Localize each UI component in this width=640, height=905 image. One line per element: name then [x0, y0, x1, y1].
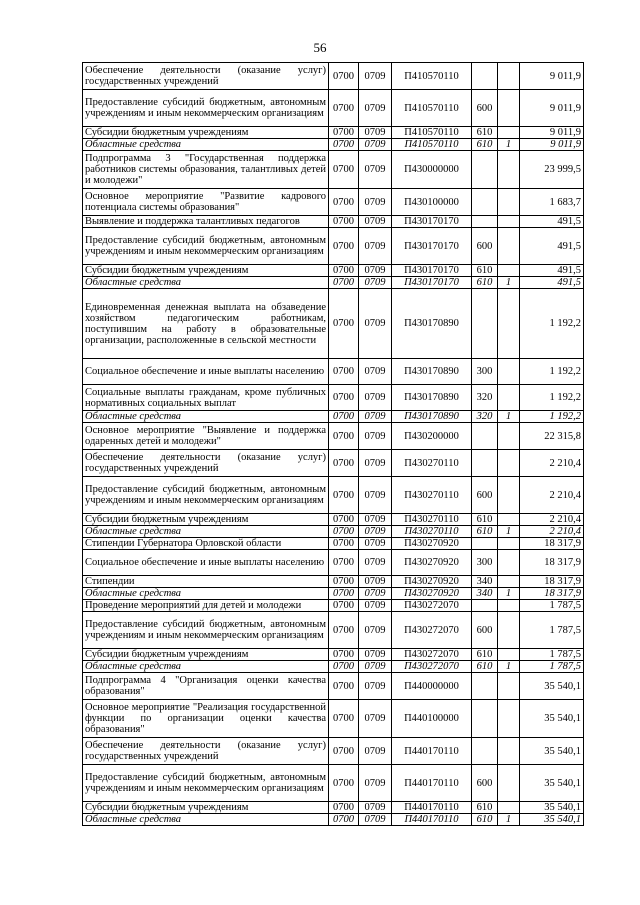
row-name: Подпрограмма 3 "Государственная поддержка работников системы образования, талантливых детей и молодежи": [83, 151, 329, 189]
amount: 2 210,4: [520, 514, 584, 526]
section-code: 0700: [329, 514, 359, 526]
amount: 491,5: [520, 265, 584, 277]
target-article-code: П430270920: [392, 550, 472, 576]
target-article-code: П430170170: [392, 277, 472, 289]
expense-type-code: [472, 738, 498, 765]
funding-source-code: [498, 765, 520, 802]
subsection-code: 0709: [359, 90, 392, 127]
amount: 35 540,1: [520, 700, 584, 738]
section-code: 0700: [329, 385, 359, 411]
funding-source-code: 1: [498, 277, 520, 289]
row-name: Субсидии бюджетным учреждениям: [83, 514, 329, 526]
subsection-code: 0709: [359, 526, 392, 538]
subsection-code: 0709: [359, 63, 392, 90]
row-name: Субсидии бюджетным учреждениям: [83, 649, 329, 661]
funding-source-code: [498, 127, 520, 139]
row-name: Стипендии: [83, 576, 329, 588]
table-row: [83, 700, 584, 738]
section-code: 0700: [329, 700, 359, 738]
funding-source-code: 1: [498, 526, 520, 538]
funding-source-code: [498, 385, 520, 411]
target-article-code: П440170110: [392, 765, 472, 802]
table-row: [83, 127, 584, 139]
section-code: 0700: [329, 661, 359, 673]
table-row: [83, 151, 584, 189]
table-row: [83, 90, 584, 127]
target-article-code: П430170890: [392, 385, 472, 411]
funding-source-code: [498, 612, 520, 649]
expense-type-code: 610: [472, 661, 498, 673]
expense-type-code: 600: [472, 765, 498, 802]
table-row: [83, 588, 584, 600]
section-code: 0700: [329, 151, 359, 189]
expense-type-code: [472, 600, 498, 612]
table-row: [83, 216, 584, 228]
target-article-code: П410570110: [392, 63, 472, 90]
row-name: Областные средства: [83, 411, 329, 423]
subsection-code: 0709: [359, 423, 392, 450]
expense-type-code: 600: [472, 228, 498, 265]
funding-source-code: [498, 151, 520, 189]
target-article-code: П430170170: [392, 216, 472, 228]
section-code: 0700: [329, 90, 359, 127]
amount: 22 315,8: [520, 423, 584, 450]
target-article-code: П430170170: [392, 228, 472, 265]
table-row: [83, 63, 584, 90]
subsection-code: 0709: [359, 127, 392, 139]
section-code: 0700: [329, 526, 359, 538]
section-code: 0700: [329, 649, 359, 661]
subsection-code: 0709: [359, 538, 392, 550]
row-name: Предоставление субсидий бюджетным, автономным учреждениям и иным некоммерческим организациям: [83, 90, 329, 127]
amount: 35 540,1: [520, 765, 584, 802]
table-row: [83, 538, 584, 550]
expense-type-code: 320: [472, 411, 498, 423]
section-code: 0700: [329, 423, 359, 450]
row-name: Областные средства: [83, 139, 329, 151]
subsection-code: 0709: [359, 802, 392, 814]
subsection-code: 0709: [359, 139, 392, 151]
funding-source-code: [498, 477, 520, 514]
funding-source-code: [498, 189, 520, 216]
table-row: [83, 576, 584, 588]
expense-type-code: 610: [472, 802, 498, 814]
amount: 2 210,4: [520, 450, 584, 477]
funding-source-code: 1: [498, 139, 520, 151]
row-name: Проведение мероприятий для детей и молодежи: [83, 600, 329, 612]
amount: 1 192,2: [520, 385, 584, 411]
funding-source-code: [498, 700, 520, 738]
expense-type-code: [472, 63, 498, 90]
section-code: 0700: [329, 765, 359, 802]
row-name: Основное мероприятие "Развитие кадрового потенциала системы образования": [83, 189, 329, 216]
row-name: Предоставление субсидий бюджетным, автономным учреждениям и иным некоммерческим организациям: [83, 477, 329, 514]
subsection-code: 0709: [359, 289, 392, 359]
expense-type-code: [472, 189, 498, 216]
amount: 1 192,2: [520, 359, 584, 385]
table-row: [83, 765, 584, 802]
table-row: [83, 477, 584, 514]
expense-type-code: [472, 216, 498, 228]
expense-type-code: [472, 151, 498, 189]
table-row: [83, 661, 584, 673]
amount: 1 787,5: [520, 600, 584, 612]
expense-type-code: 320: [472, 385, 498, 411]
table-row: [83, 450, 584, 477]
amount: 9 011,9: [520, 63, 584, 90]
expense-type-code: 340: [472, 576, 498, 588]
row-name: Областные средства: [83, 661, 329, 673]
expense-type-code: 610: [472, 127, 498, 139]
budget-table: [82, 62, 584, 826]
target-article-code: П430272070: [392, 649, 472, 661]
amount: 18 317,9: [520, 538, 584, 550]
expense-type-code: 340: [472, 588, 498, 600]
table-row: [83, 612, 584, 649]
amount: 491,5: [520, 228, 584, 265]
row-name: Основное мероприятие "Реализация государственной функции по организации оценки качества образования": [83, 700, 329, 738]
table-row: [83, 139, 584, 151]
row-name: Обеспечение деятельности (оказание услуг) государственных учреждений: [83, 63, 329, 90]
subsection-code: 0709: [359, 576, 392, 588]
table-row: [83, 359, 584, 385]
section-code: 0700: [329, 612, 359, 649]
section-code: 0700: [329, 738, 359, 765]
expense-type-code: 300: [472, 359, 498, 385]
section-code: 0700: [329, 600, 359, 612]
section-code: 0700: [329, 127, 359, 139]
table-row: [83, 550, 584, 576]
funding-source-code: [498, 265, 520, 277]
expense-type-code: [472, 289, 498, 359]
expense-type-code: 610: [472, 265, 498, 277]
subsection-code: 0709: [359, 600, 392, 612]
section-code: 0700: [329, 550, 359, 576]
funding-source-code: 1: [498, 661, 520, 673]
table-row: [83, 673, 584, 700]
amount: 1 683,7: [520, 189, 584, 216]
row-name: Основное мероприятие "Выявление и поддержка одаренных детей и молодежи": [83, 423, 329, 450]
subsection-code: 0709: [359, 550, 392, 576]
funding-source-code: [498, 802, 520, 814]
funding-source-code: [498, 514, 520, 526]
table-row: [83, 600, 584, 612]
subsection-code: 0709: [359, 385, 392, 411]
target-article-code: П410570110: [392, 127, 472, 139]
funding-source-code: [498, 738, 520, 765]
funding-source-code: 1: [498, 411, 520, 423]
table-row: [83, 514, 584, 526]
target-article-code: П440170110: [392, 802, 472, 814]
amount: 35 540,1: [520, 673, 584, 700]
table-row: [83, 411, 584, 423]
funding-source-code: 1: [498, 588, 520, 600]
target-article-code: П430270110: [392, 450, 472, 477]
table-row: [83, 649, 584, 661]
amount: 18 317,9: [520, 588, 584, 600]
row-name: Обеспечение деятельности (оказание услуг) государственных учреждений: [83, 738, 329, 765]
amount: 23 999,5: [520, 151, 584, 189]
funding-source-code: [498, 289, 520, 359]
expense-type-code: [472, 538, 498, 550]
funding-source-code: [498, 423, 520, 450]
funding-source-code: [498, 550, 520, 576]
expense-type-code: [472, 423, 498, 450]
target-article-code: П410570110: [392, 139, 472, 151]
section-code: 0700: [329, 139, 359, 151]
funding-source-code: 1: [498, 814, 520, 826]
subsection-code: 0709: [359, 765, 392, 802]
amount: 491,5: [520, 216, 584, 228]
amount: 2 210,4: [520, 477, 584, 514]
row-name: Подпрограмма 4 "Организация оценки качества образования": [83, 673, 329, 700]
table-row: [83, 738, 584, 765]
subsection-code: 0709: [359, 189, 392, 216]
table-row: [83, 423, 584, 450]
section-code: 0700: [329, 216, 359, 228]
row-name: Единовременная денежная выплата на обзаведение хозяйством педагогическим работникам, поступившим на работу в образовательные организации, расположенные в сельской местности: [83, 289, 329, 359]
section-code: 0700: [329, 538, 359, 550]
expense-type-code: 610: [472, 526, 498, 538]
funding-source-code: [498, 538, 520, 550]
funding-source-code: [498, 63, 520, 90]
target-article-code: П430170890: [392, 289, 472, 359]
section-code: 0700: [329, 588, 359, 600]
page-number: 56: [313, 40, 327, 55]
target-article-code: П430270920: [392, 588, 472, 600]
row-name: Областные средства: [83, 526, 329, 538]
subsection-code: 0709: [359, 588, 392, 600]
table-row: [83, 526, 584, 538]
amount: 2 210,4: [520, 526, 584, 538]
section-code: 0700: [329, 289, 359, 359]
section-code: 0700: [329, 228, 359, 265]
section-code: 0700: [329, 265, 359, 277]
subsection-code: 0709: [359, 359, 392, 385]
table-row: [83, 802, 584, 814]
amount: 9 011,9: [520, 127, 584, 139]
table-row: [83, 277, 584, 289]
target-article-code: П430272070: [392, 612, 472, 649]
row-name: Областные средства: [83, 814, 329, 826]
expense-type-code: 610: [472, 277, 498, 289]
row-name: Обеспечение деятельности (оказание услуг) государственных учреждений: [83, 450, 329, 477]
table-row: [83, 265, 584, 277]
funding-source-code: [498, 649, 520, 661]
amount: 35 540,1: [520, 814, 584, 826]
subsection-code: 0709: [359, 649, 392, 661]
subsection-code: 0709: [359, 661, 392, 673]
target-article-code: П430270920: [392, 576, 472, 588]
target-article-code: П430270110: [392, 526, 472, 538]
funding-source-code: [498, 450, 520, 477]
section-code: 0700: [329, 576, 359, 588]
funding-source-code: [498, 228, 520, 265]
subsection-code: 0709: [359, 277, 392, 289]
subsection-code: 0709: [359, 814, 392, 826]
amount: 18 317,9: [520, 576, 584, 588]
amount: 18 317,9: [520, 550, 584, 576]
target-article-code: П440170110: [392, 814, 472, 826]
amount: 1 192,2: [520, 411, 584, 423]
row-name: Субсидии бюджетным учреждениям: [83, 802, 329, 814]
budget-table-body: [83, 63, 584, 826]
expense-type-code: 610: [472, 514, 498, 526]
section-code: 0700: [329, 63, 359, 90]
target-article-code: П440000000: [392, 673, 472, 700]
section-code: 0700: [329, 673, 359, 700]
row-name: Областные средства: [83, 588, 329, 600]
row-name: Социальные выплаты гражданам, кроме публичных нормативных социальных выплат: [83, 385, 329, 411]
funding-source-code: [498, 576, 520, 588]
target-article-code: П440170110: [392, 738, 472, 765]
expense-type-code: 600: [472, 477, 498, 514]
row-name: Предоставление субсидий бюджетным, автономным учреждениям и иным некоммерческим организациям: [83, 228, 329, 265]
row-name: Социальное обеспечение и иные выплаты населению: [83, 359, 329, 385]
expense-type-code: 600: [472, 612, 498, 649]
target-article-code: П430272070: [392, 600, 472, 612]
amount: 1 192,2: [520, 289, 584, 359]
target-article-code: П430170890: [392, 359, 472, 385]
subsection-code: 0709: [359, 216, 392, 228]
subsection-code: 0709: [359, 514, 392, 526]
expense-type-code: [472, 700, 498, 738]
subsection-code: 0709: [359, 151, 392, 189]
target-article-code: П410570110: [392, 90, 472, 127]
expense-type-code: 600: [472, 90, 498, 127]
subsection-code: 0709: [359, 738, 392, 765]
target-article-code: П430272070: [392, 661, 472, 673]
amount: 1 787,5: [520, 612, 584, 649]
section-code: 0700: [329, 189, 359, 216]
row-name: Выявление и поддержка талантливых педагогов: [83, 216, 329, 228]
section-code: 0700: [329, 802, 359, 814]
subsection-code: 0709: [359, 612, 392, 649]
row-name: Субсидии бюджетным учреждениям: [83, 265, 329, 277]
row-name: Социальное обеспечение и иные выплаты населению: [83, 550, 329, 576]
table-row: [83, 228, 584, 265]
expense-type-code: [472, 450, 498, 477]
table-row: [83, 385, 584, 411]
target-article-code: П440100000: [392, 700, 472, 738]
subsection-code: 0709: [359, 450, 392, 477]
subsection-code: 0709: [359, 477, 392, 514]
section-code: 0700: [329, 277, 359, 289]
funding-source-code: [498, 359, 520, 385]
expense-type-code: 610: [472, 139, 498, 151]
row-name: Предоставление субсидий бюджетным, автономным учреждениям и иным некоммерческим организациям: [83, 612, 329, 649]
section-code: 0700: [329, 477, 359, 514]
target-article-code: П430100000: [392, 189, 472, 216]
target-article-code: П430270920: [392, 538, 472, 550]
funding-source-code: [498, 216, 520, 228]
target-article-code: П430270110: [392, 477, 472, 514]
target-article-code: П430170890: [392, 411, 472, 423]
table-row: [83, 289, 584, 359]
subsection-code: 0709: [359, 265, 392, 277]
amount: 9 011,9: [520, 90, 584, 127]
expense-type-code: 610: [472, 649, 498, 661]
table-row: [83, 814, 584, 826]
section-code: 0700: [329, 411, 359, 423]
section-code: 0700: [329, 450, 359, 477]
subsection-code: 0709: [359, 700, 392, 738]
amount: 35 540,1: [520, 738, 584, 765]
amount: 1 787,5: [520, 649, 584, 661]
amount: 35 540,1: [520, 802, 584, 814]
amount: 9 011,9: [520, 139, 584, 151]
subsection-code: 0709: [359, 411, 392, 423]
amount: 491,5: [520, 277, 584, 289]
funding-source-code: [498, 600, 520, 612]
row-name: Предоставление субсидий бюджетным, автономным учреждениям и иным некоммерческим организациям: [83, 765, 329, 802]
target-article-code: П430170170: [392, 265, 472, 277]
target-article-code: П430200000: [392, 423, 472, 450]
expense-type-code: 610: [472, 814, 498, 826]
subsection-code: 0709: [359, 228, 392, 265]
row-name: Субсидии бюджетным учреждениям: [83, 127, 329, 139]
subsection-code: 0709: [359, 673, 392, 700]
row-name: Стипендии Губернатора Орловской области: [83, 538, 329, 550]
funding-source-code: [498, 90, 520, 127]
funding-source-code: [498, 673, 520, 700]
target-article-code: П430000000: [392, 151, 472, 189]
expense-type-code: 300: [472, 550, 498, 576]
target-article-code: П430270110: [392, 514, 472, 526]
section-code: 0700: [329, 814, 359, 826]
amount: 1 787,5: [520, 661, 584, 673]
expense-type-code: [472, 673, 498, 700]
section-code: 0700: [329, 359, 359, 385]
row-name: Областные средства: [83, 277, 329, 289]
table-row: [83, 189, 584, 216]
